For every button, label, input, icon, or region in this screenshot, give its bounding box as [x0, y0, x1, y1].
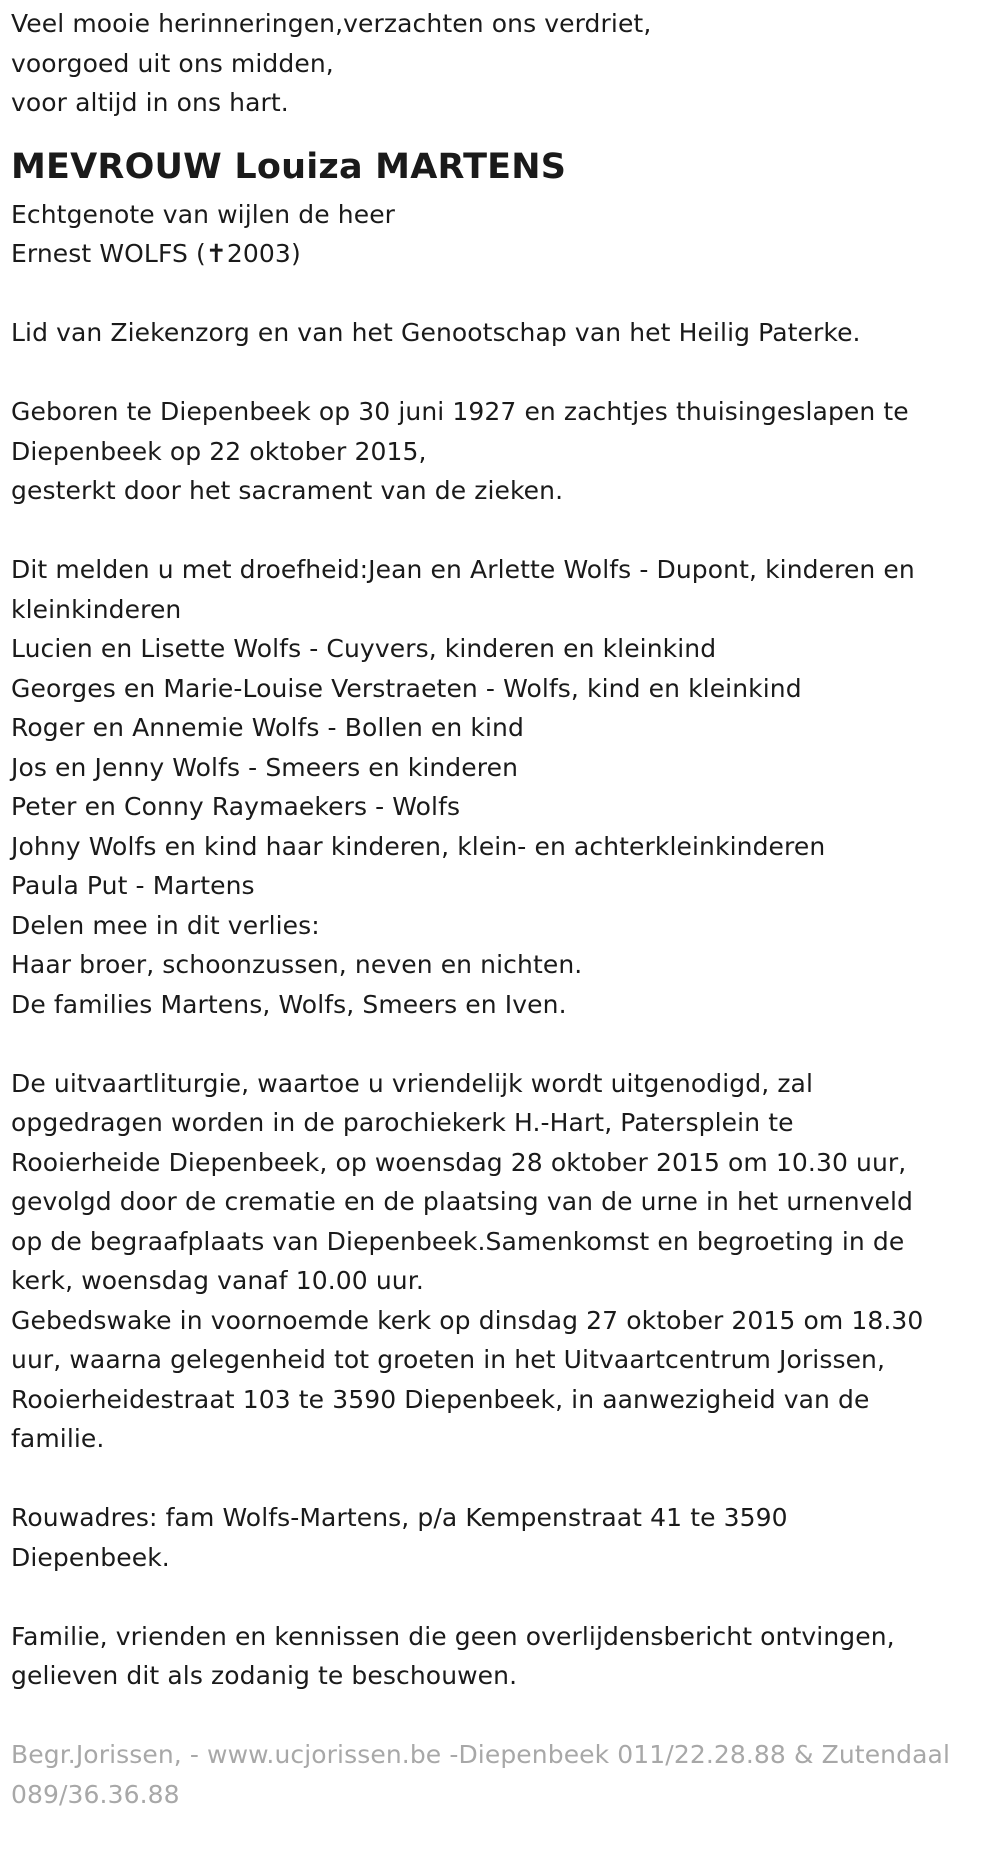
spacer — [11, 1459, 991, 1499]
funeral-line: De uitvaartliturgie, waartoe u vriendelijk wordt uitgenodigd, zal — [11, 1068, 814, 1098]
deceased-name: MEVROUW Louiza MARTENS — [11, 146, 567, 187]
notice-block — [11, 1617, 991, 1696]
spacer — [11, 274, 991, 314]
footer-line: Begr.Jorissen, - www.ucjorissen.be -Diepenbeek 011/22.28.88 & Zutendaal — [11, 1740, 950, 1769]
funeral-line: uur, waarna gelegenheid tot groeten in het Uitvaartcentrum Jorissen, — [11, 1345, 886, 1374]
spouse-block — [11, 195, 991, 274]
spacer — [11, 1696, 991, 1736]
funeral-line: Rooierheidestraat 103 te 3590 Diepenbeek, in aanwezigheid van de — [11, 1384, 870, 1414]
undertaker-footer — [11, 1735, 991, 1814]
announcement-line: Johny Wolfs en kind haar kinderen, klein- en achterkleinkinderen — [11, 831, 826, 861]
funeral-line: Rooierheide Diepenbeek, op woensdag 28 oktober 2015 om 10.30 uur, — [11, 1147, 907, 1177]
funeral-line: op de begraafplaats van Diepenbeek.Samenkomst en begroeting in de — [11, 1226, 905, 1256]
announcement-line: De families Martens, Wolfs, Smeers en Iven. — [11, 989, 567, 1019]
verse-line: Veel mooie herinneringen,verzachten ons verdriet, — [11, 9, 652, 38]
funeral-line: gevolgd door de crematie en de plaatsing van de urne in het urnenveld — [11, 1187, 914, 1216]
announcement-line: Roger en Annemie Wolfs - Bollen en kind — [11, 713, 524, 742]
birth-death-line: Diepenbeek op 22 oktober 2015, — [11, 436, 427, 466]
announcement-block — [11, 550, 991, 1024]
notice-line: gelieven dit als zodanig te beschouwen. — [11, 1661, 518, 1690]
address-block — [11, 1498, 991, 1577]
funeral-line: kerk, woensdag vanaf 10.00 uur. — [11, 1266, 424, 1295]
spacer — [11, 1577, 991, 1617]
spacer — [11, 1024, 991, 1064]
spacer — [11, 353, 991, 393]
footer-line: 089/36.36.88 — [11, 1779, 180, 1809]
address-line: Diepenbeek. — [11, 1542, 170, 1572]
spouse-line: Ernest WOLFS (✝2003) — [11, 239, 301, 268]
birth-death-line: gesterkt door het sacrament van de zieken. — [11, 476, 564, 505]
obituary-document — [11, 4, 991, 1814]
funeral-line: opgedragen worden in de parochiekerk H.-Hart, Patersplein te — [11, 1108, 794, 1137]
spacer — [11, 511, 991, 551]
membership-line: Lid van Ziekenzorg en van het Genootschap van het Heilig Paterke. — [11, 318, 861, 347]
verse-block — [11, 4, 991, 123]
birth-death-block — [11, 392, 991, 511]
membership-block — [11, 313, 991, 353]
notice-line: Familie, vrienden en kennissen die geen overlijdensbericht ontvingen, — [11, 1621, 895, 1651]
announcement-line: Georges en Marie-Louise Verstraeten - Wolfs, kind en kleinkind — [11, 673, 802, 703]
funeral-block — [11, 1064, 991, 1459]
announcement-line: Haar broer, schoonzussen, neven en nichten. — [11, 950, 583, 979]
announcement-line: Dit melden u met droefheid:Jean en Arlette Wolfs - Dupont, kinderen en — [11, 555, 915, 584]
announcement-line: Jos en Jenny Wolfs - Smeers en kinderen — [11, 752, 519, 782]
spouse-line: Echtgenote van wijlen de heer — [11, 199, 396, 229]
verse-line: voor altijd in ons hart. — [11, 88, 289, 117]
announcement-line: Delen mee in dit verlies: — [11, 910, 320, 940]
funeral-line: Gebedswake in voornoemde kerk op dinsdag 27 oktober 2015 om 18.30 — [11, 1305, 924, 1335]
announcement-line: Lucien en Lisette Wolfs - Cuyvers, kinderen en kleinkind — [11, 634, 717, 663]
spacer — [11, 123, 991, 143]
announcement-line: Peter en Conny Raymaekers - Wolfs — [11, 792, 461, 821]
announcement-line: kleinkinderen — [11, 594, 182, 624]
funeral-line: familie. — [11, 1424, 105, 1453]
address-line: Rouwadres: fam Wolfs-Martens, p/a Kempenstraat 41 te 3590 — [11, 1503, 788, 1532]
birth-death-line: Geboren te Diepenbeek op 30 juni 1927 en zachtjes thuisingeslapen te — [11, 397, 909, 426]
announcement-line: Paula Put - Martens — [11, 871, 255, 900]
verse-line: voorgoed uit ons midden, — [11, 48, 334, 78]
